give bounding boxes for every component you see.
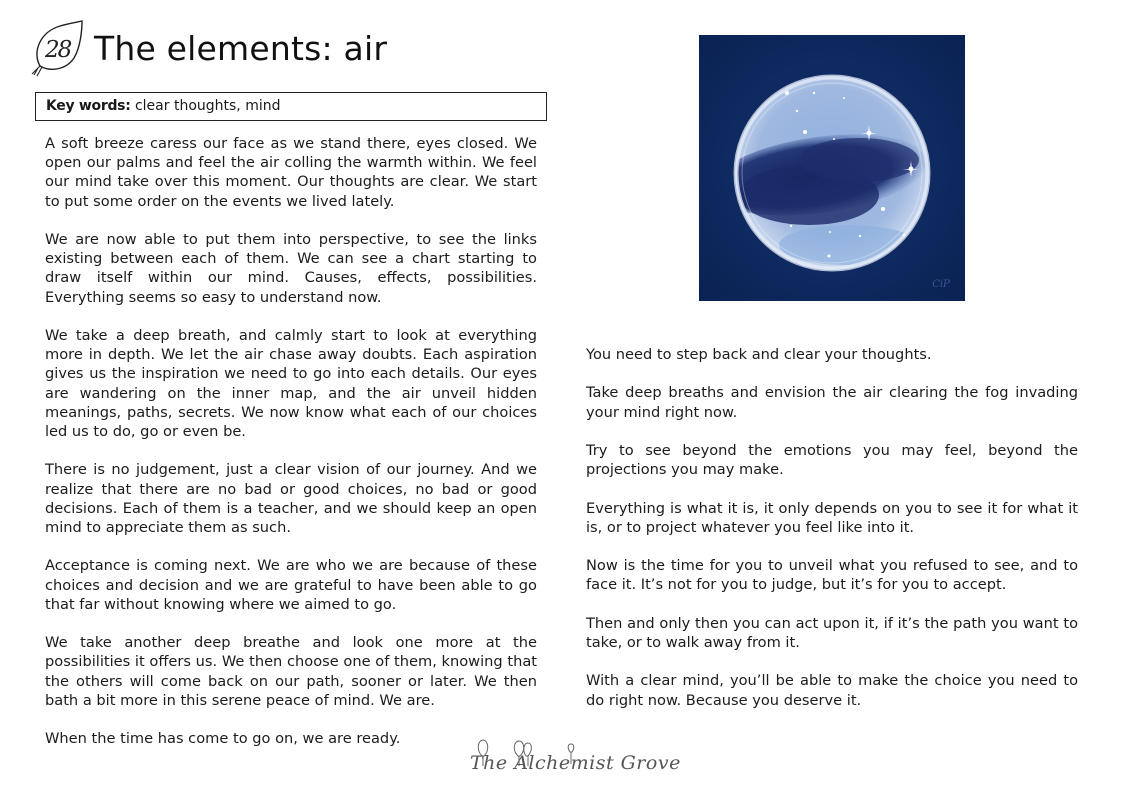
guidance-paragraph: Try to see beyond the emotions you may feel, beyond the projections you may make. xyxy=(586,441,1078,479)
page-header xyxy=(30,18,387,78)
page-title: The elements: air xyxy=(94,28,388,68)
page-number: 28 xyxy=(45,37,71,63)
guidance-paragraph: Everything is what it is, it only depends on you to see it for what it is, or to project whatever you feel like into it. xyxy=(586,499,1078,536)
guidance-column xyxy=(586,345,1078,729)
guidance-paragraph: Take deep breaths and envision the air clearing the fog invading your mind right now. xyxy=(586,384,1078,421)
story-paragraph: There is no judgement, just a clear vision of our journey. And we realize that there are no bad or good choices, no bad or good decisions. Each of them is a teacher, and we should keep an open mind to appreciate them as such. xyxy=(45,461,537,537)
crystal-ball-illustration xyxy=(699,35,965,301)
keywords-value: clear thoughts, mind xyxy=(130,98,281,114)
keywords-label: Key words: xyxy=(46,98,131,114)
guidance-paragraph: Now is the time for you to unveil what you refused to see, and to face it. It’s not for you to judge, but it’s for you to accept. xyxy=(586,557,1078,594)
artist-signature: CiP xyxy=(932,279,950,290)
leaf-page-number-badge xyxy=(30,18,92,78)
brand-logo xyxy=(470,738,681,780)
guidance-paragraph: With a clear mind, you’ll be able to make the choice you need to do right now. Because you deserve it. xyxy=(586,672,1078,709)
story-paragraph: When the time has come to go on, we are ready. xyxy=(45,730,401,748)
story-paragraph: We take a deep breath, and calmly start to look at everything more in depth. We let the air chase away doubts. Each aspiration gives us the inspiration we need to go into each details. Our eyes are wandering on the inner map, and the air unveil hidden meanings, paths, secrets. We now know what each of our choices led us to do, go or even be. xyxy=(45,327,537,441)
story-paragraph: Acceptance is coming next. We are who we are because of these choices and decision and we are grateful to have been able to go that far without knowing where we aimed to go. xyxy=(45,557,537,613)
crystal-ball-image xyxy=(699,35,965,301)
story-paragraph: We are now able to put them into perspective, to see the links existing between each of them. We can see a chart starting to draw itself within our mind. Causes, effects, possibilities. Everything seems so easy to understand now. xyxy=(45,231,537,306)
guidance-paragraph: Then and only then you can act upon it, if it’s the path you want to take, or to walk away from it. xyxy=(586,614,1078,651)
guidance-paragraph: You need to step back and clear your thoughts. xyxy=(586,346,932,363)
story-column xyxy=(45,134,537,768)
story-paragraph: We take another deep breathe and look one more at the possibilities it offers us. We then choose one of them, knowing that the others will come back on our path, sooner or later. We then bath a bit more in this serene peace of mind. We are. xyxy=(45,634,537,709)
brand-name: The Alchemist Grove xyxy=(470,752,681,774)
story-paragraph: A soft breeze caress our face as we stand there, eyes closed. We open our palms and feel the air colling the warmth within. We feel our mind take over this moment. Our thoughts are clear. We start to put some order on the events we lived lately. xyxy=(45,135,537,210)
keywords-box xyxy=(35,92,547,121)
